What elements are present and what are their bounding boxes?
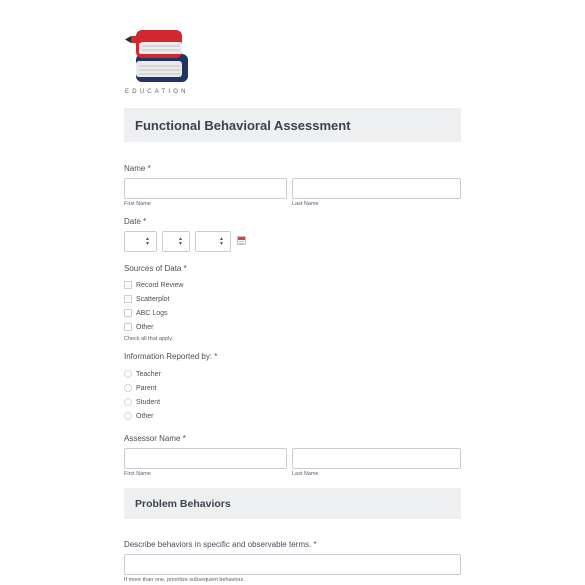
form-title-text: Functional Behavioral Assessment	[135, 117, 351, 133]
last-name-input[interactable]	[292, 178, 461, 199]
date-day-select[interactable]	[162, 231, 190, 252]
radio-student[interactable]: Student	[124, 397, 160, 407]
date-label: Date *	[124, 217, 147, 226]
assessor-label: Assessor Name *	[124, 434, 186, 443]
required-mark: *	[183, 264, 187, 273]
select-arrows-icon: ▲ ▼	[219, 236, 224, 247]
assessor-first-name-input[interactable]	[124, 448, 287, 469]
radio-other[interactable]: Other	[124, 411, 154, 421]
logo-text: EDUCATION	[125, 89, 189, 95]
calendar-icon[interactable]	[237, 236, 246, 245]
section-title: Problem Behaviors	[135, 497, 231, 510]
checkbox[interactable]	[124, 323, 132, 331]
describe-label: Describe behaviors in specific and observable terms. *	[124, 540, 317, 549]
radio-button[interactable]	[124, 398, 132, 406]
required-mark: *	[147, 164, 151, 173]
checkbox[interactable]	[124, 281, 132, 289]
checkbox-record-review[interactable]: Record Review	[124, 280, 183, 290]
date-month-select[interactable]	[124, 231, 157, 252]
checkbox[interactable]	[124, 309, 132, 317]
describe-behaviors-input[interactable]	[124, 554, 461, 575]
info-reported-label: Information Reported by: *	[124, 352, 218, 361]
select-arrows-icon: ▲ ▼	[178, 236, 183, 247]
checkbox[interactable]	[124, 295, 132, 303]
sources-hint: Check all that apply.	[124, 336, 174, 342]
required-mark: *	[143, 217, 147, 226]
section-header-problem-behaviors	[124, 488, 461, 519]
radio-teacher[interactable]: Teacher	[124, 369, 161, 379]
checkbox-abc-logs[interactable]: ABC Logs	[124, 308, 168, 318]
radio-parent[interactable]: Parent	[124, 383, 157, 393]
required-mark: *	[313, 540, 317, 549]
sources-label: Sources of Data *	[124, 264, 187, 273]
first-name-sublabel: First Name	[124, 201, 151, 207]
select-arrows-icon: ▲ ▼	[145, 236, 150, 247]
radio-button[interactable]	[124, 412, 132, 420]
education-logo	[125, 28, 191, 98]
checkbox-scatterplot[interactable]: Scatterplot	[124, 294, 169, 304]
date-year-select[interactable]	[195, 231, 231, 252]
required-mark: *	[182, 434, 186, 443]
form-title	[124, 108, 461, 142]
assessor-last-sublabel: Last Name	[292, 471, 319, 477]
radio-button[interactable]	[124, 370, 132, 378]
assessor-first-sublabel: First Name	[124, 471, 151, 477]
last-name-sublabel: Last Name	[292, 201, 319, 207]
name-label: Name *	[124, 164, 151, 173]
radio-button[interactable]	[124, 384, 132, 392]
required-mark: *	[214, 352, 218, 361]
assessor-last-name-input[interactable]	[292, 448, 461, 469]
checkbox-other[interactable]: Other	[124, 322, 154, 332]
first-name-input[interactable]	[124, 178, 287, 199]
describe-hint: If more than one, prioritize subsequent behaviors.	[124, 577, 245, 583]
